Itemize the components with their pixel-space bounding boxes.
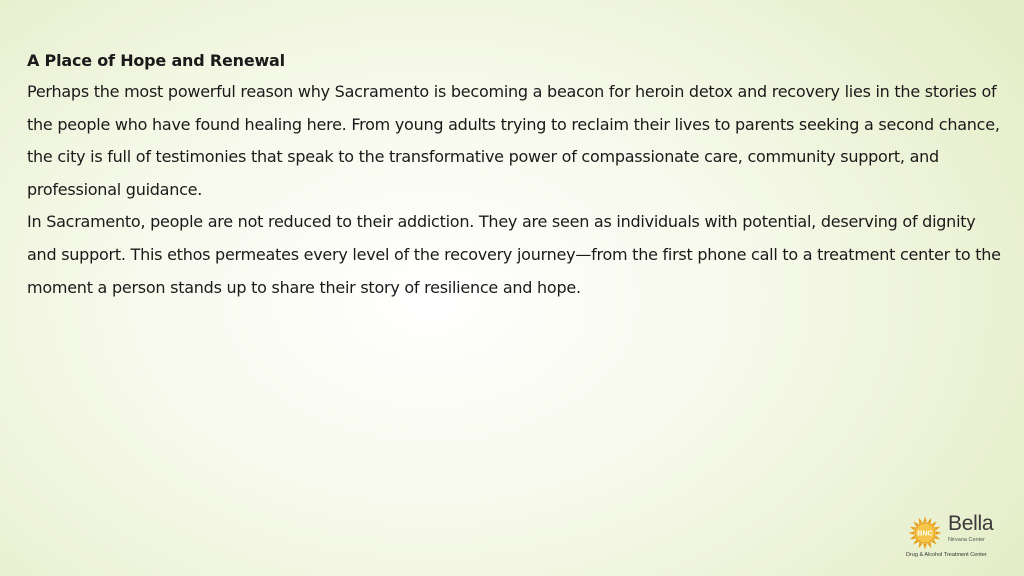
logo-tagline: Drug & Alcohol Treatment Center <box>906 552 987 558</box>
sun-ray <box>909 531 915 535</box>
sun-ray <box>934 536 940 540</box>
slide-content <box>27 46 1002 304</box>
sun-ray <box>928 518 932 524</box>
sun-ray <box>919 542 923 548</box>
sun-ray <box>936 531 942 535</box>
bella-nirvana-logo <box>908 514 1002 558</box>
paragraph-2: In Sacramento, people are not reduced to their addiction. They are seen as individuals with potential, deserving of dignity and support. This ethos permeates every level of the recovery journey—from the first phone call to a treatment center to the moment a person stands up to share their story of resilience and hope. <box>27 212 1001 297</box>
sun-ray <box>910 536 916 540</box>
sun-ray <box>934 527 940 531</box>
sun-ray <box>923 517 927 523</box>
section-heading: A Place of Hope and Renewal <box>27 51 285 70</box>
logo-initials: BNC <box>917 530 933 538</box>
sun-ray <box>910 527 916 531</box>
sun-ray <box>928 542 932 548</box>
logo-name: Bella <box>948 512 994 535</box>
logo-subname: Nirvana Center <box>948 537 985 543</box>
paragraph-1: Perhaps the most powerful reason why Sacramento is becoming a beacon for heroin detox and recovery lies in the stories of the people who have found healing here. From young adults trying to reclaim their lives to parents seeking a second chance, the city is full of testimonies that speak to the transformative power of compassionate care, community support, and professional guidance. <box>27 82 1000 199</box>
sun-logo-icon <box>908 516 942 550</box>
sun-ray <box>919 518 923 524</box>
sun-ray <box>923 544 927 550</box>
